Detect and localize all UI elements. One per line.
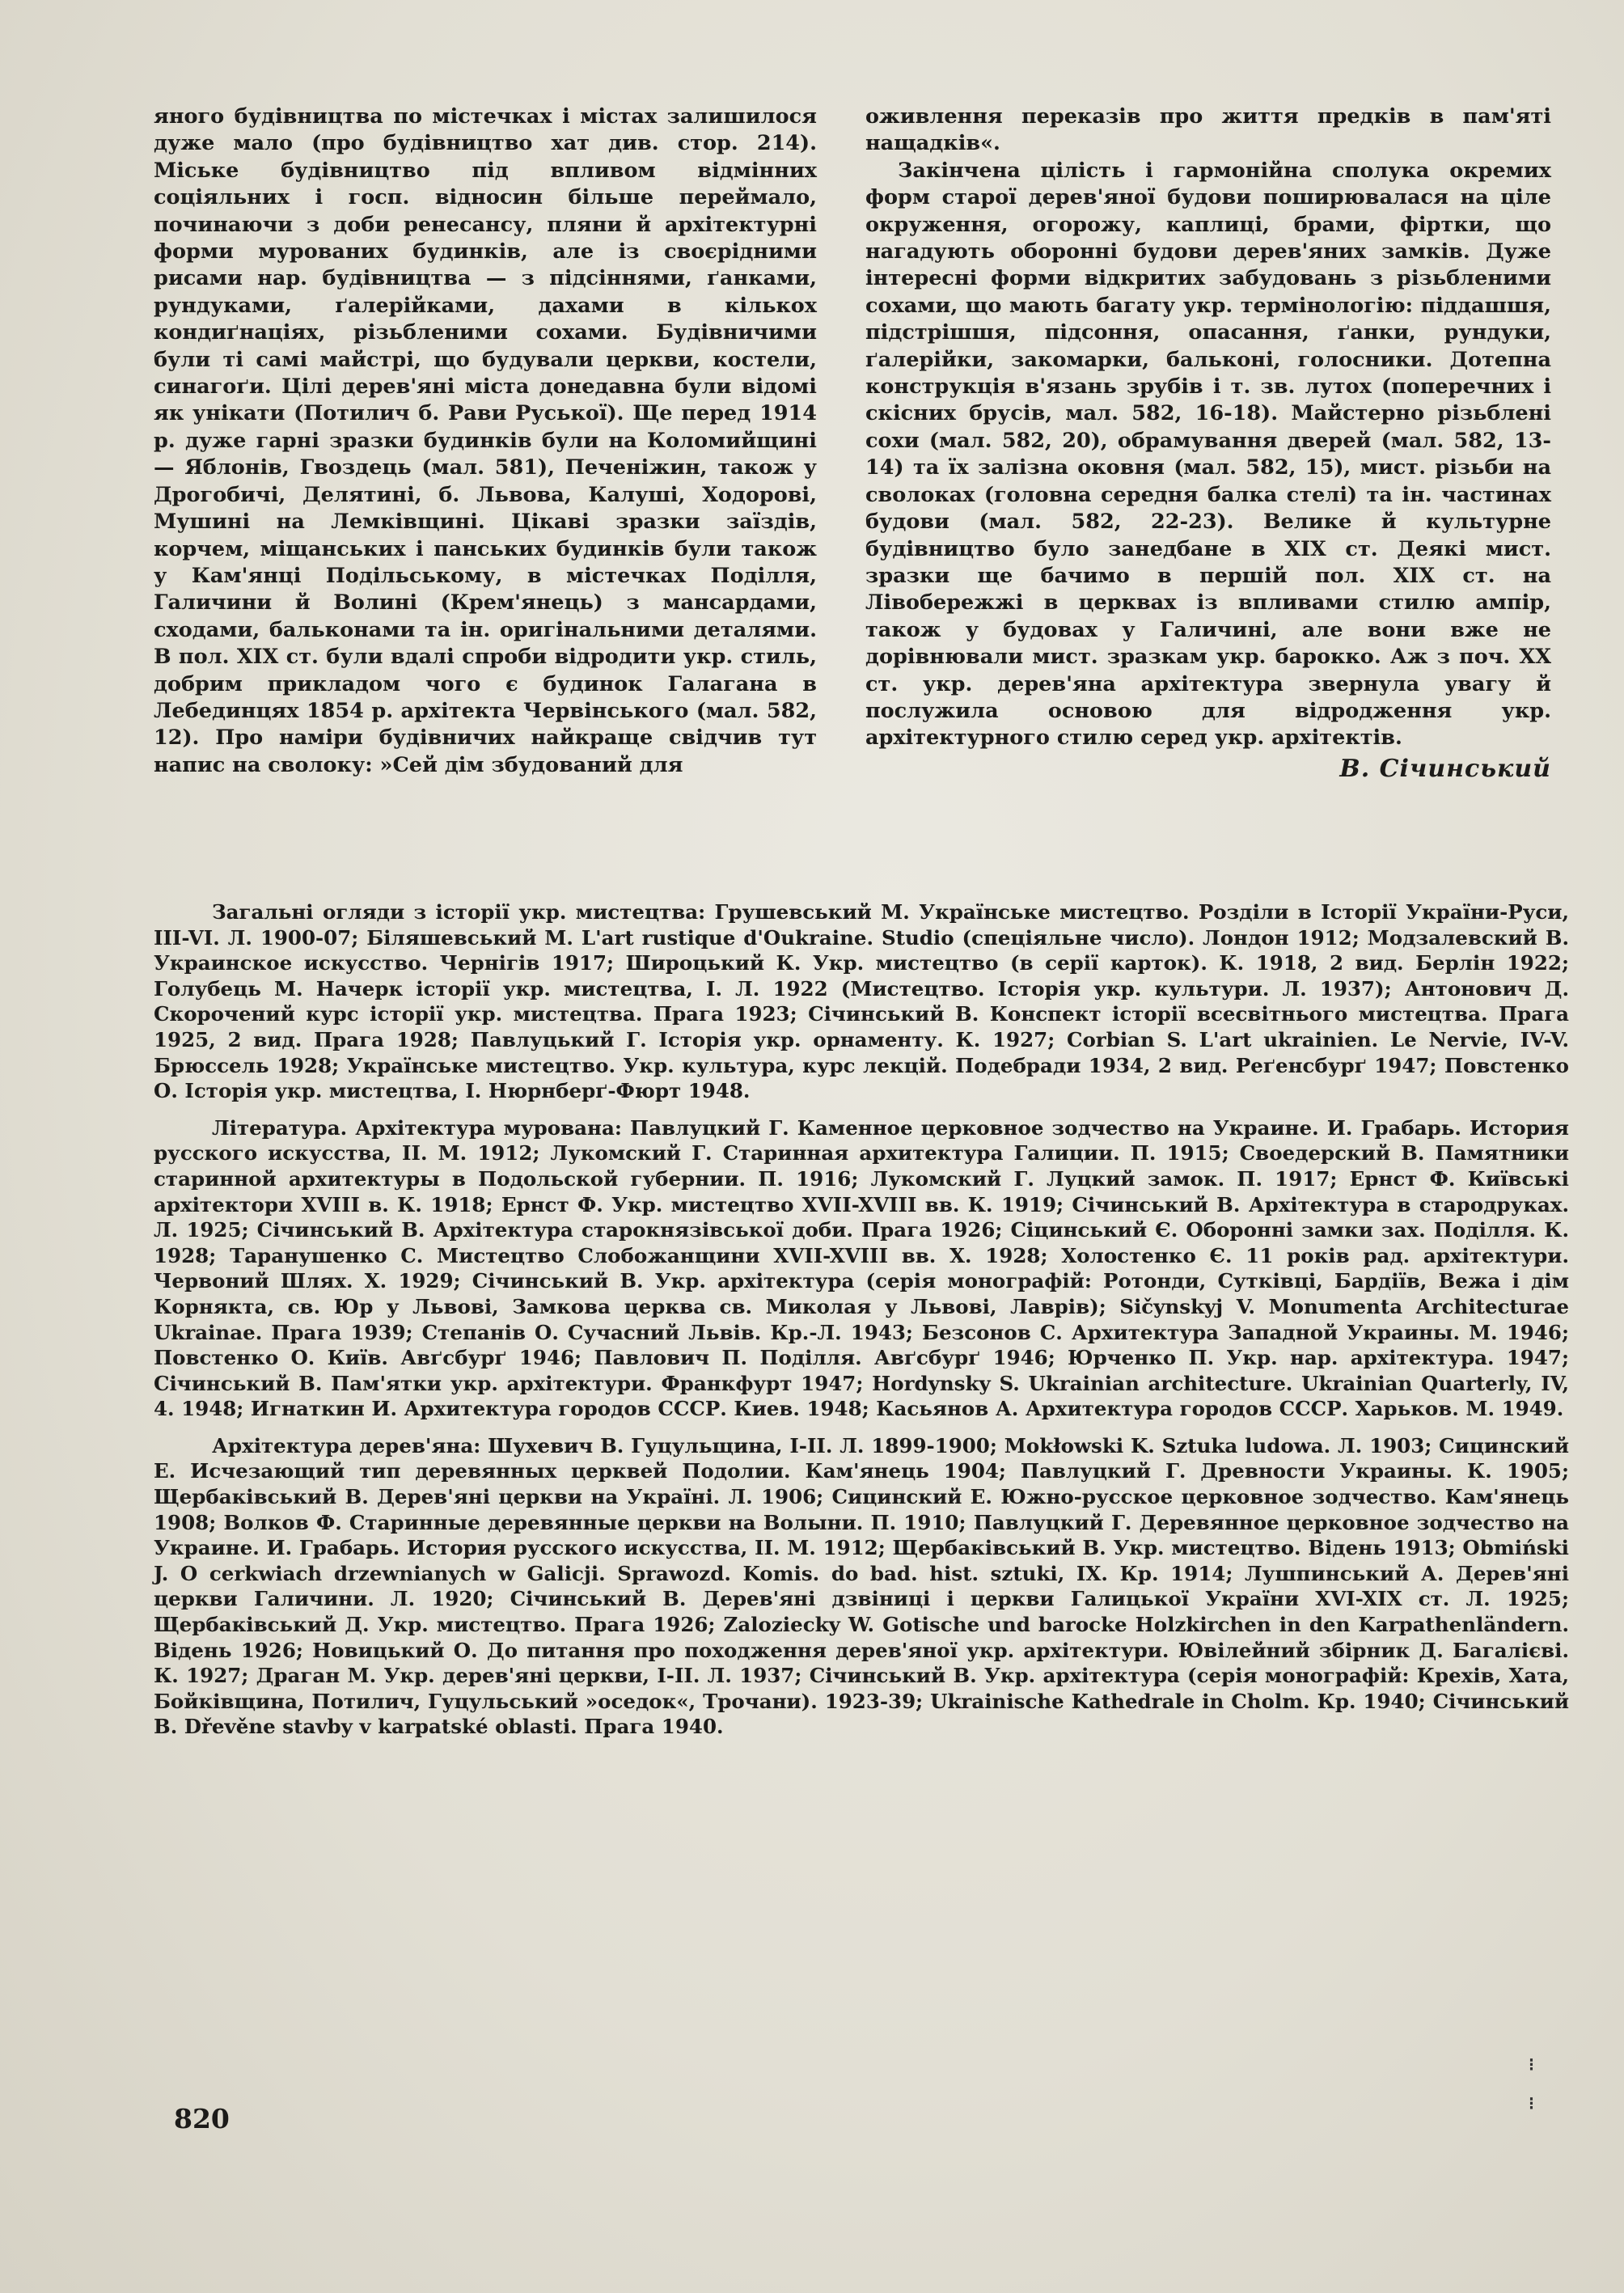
right-column (865, 104, 1551, 782)
margin-mark: ⁝ (1529, 2054, 1534, 2075)
bibliography-masonry (154, 1115, 1569, 1422)
bibliography (154, 899, 1569, 1751)
right-column-para-2: Закінчена цілість і гармонійна сполука окремих форм старої дерев'яної будови поширювалася на ціле окруження, огорожу, каплиці, брами, фіртки, що нагадують оборонні будови дерев'яних замків. Дуже інтересні форми відкритих забудовань з різьбленими сохами, що мають багату укр. термінологію: піддашшя, підстрішшя, підсоння, опасання, ґанки, рундуки, ґалерійки, закомарки, бальконі, голосники. Дотепна конструкція в'язань зрубів і т. зв. лутох (поперечних і скісних брусів, мал. 582, 16-18). Майстерно різьблені сохи (мал. 582, 20), обрамування дверей (мал. 582, 13-14) та їх залізна оковня (мал. 582, 15), мист. різьби на сволоках (головна середня балка стелі) та ін. частинах будови (мал. 582, 22-23). Велике й культурне будівництво було занедбане в XIX ст. Деякі мист. зразки ще бачимо в першій пол. XIX ст. на Лівобережжі в церквах із впливами стилю ампір, також у будовах у Галичині, але вони вже не дорівнювали мист. зразкам укр. барокко. Аж з поч. XX ст. укр. дерев'яна архітектура звернула увагу й послужила основою для відродження укр. архітектурного стилю серед укр. архітектів. (865, 158, 1551, 751)
bibliography-general-text: Грушевський М. Українське мистецтво. Розділи в Історії України-Руси, III-VI. Л. 1900-07; Біляшевський М. L'art rustique d'Oukraine. Studio (спеціяльне число). Лондон 1912; Модзалевский В. Украинское искусство. Чернігів 1917; Широцький К. Укр. мистецтво (в серії карток). К. 1918, 2 вид. Берлін 1922; Голубець М. Начерк історії укр. мистецтва, І. Л. 1922 (Мистецтво. Історія укр. культури. Л. 1937); Антонович Д. Скорочений курс історії укр. мистецтва. Прага 1923; Січинський В. Конспект історії всесвітнього мистецтва. Прага 1925, 2 вид. Прага 1928; Павлуцький Г. Історія укр. орнаменту. К. 1927; Corbian S. L'art ukrainien. Le Nervie, IV-V. Брюссель 1928; Українське мистецтво. Укр. культура, курс лекцій. Подебради 1934, 2 вид. Реґенсбурґ 1947; Повстенко О. Історія укр. мистецтва, І. Нюрнберґ-Фюрт 1948. (154, 900, 1570, 1103)
bibliography-wooden-text: Шухевич В. Гуцульщина, I-II. Л. 1899-1900; Mokłowski K. Sztuka ludowa. Л. 1903; Сицинский Е. Исчезающий тип деревянных церквей Подолии. Кам'янець 1904; Павлуцкий Г. Древности Украины. К. 1905; Щербаківський В. Дерев'яні церкви на Україні. Л. 1906; Сицинский Е. Южно-русское церковное зодчество. Кам'янець 1908; Волков Ф. Старинные деревянные церкви на Волыни. П. 1910; Павлуцкий Г. Деревянное церковное зодчество на Украине. И. Грабарь. История русского искусства, II. М. 1912; Щербаківський В. Укр. мистецтво. Відень 1913; Obmiński J. O cerkwiach drzewnianych w Galicji. Sprawozd. Komis. do bad. hist. sztuki, IX. Кр. 1914; Лушпинський А. Дерев'яні церкви Галичини. Л. 1920; Січинський В. Дерев'яні дзвіниці і церкви Галицької України XVI-XIX ст. Л. 1925; Щербаківський Д. Укр. мистецтво. Прага 1926; Zaloziecky W. Gotische und barocke Holzkirchen in den Karpathenländern. Відень 1926; Новицький О. До питання про походження дерев'яної укр. архітектури. Ювілейний збірник Д. Багалієві. К. 1927; Драган М. Укр. дерев'яні церкви, I-II. Л. 1937; Січинський В. Укр. архітектура (серія монографій: Крехів, Хата, Бойківщина, Потилич, Гуцульський »оседок«, Трочани). 1923-39; Ukrainische Kathedrale in Cholm. Кр. 1940; Січинський В. Dřevěne stavby v karpatské oblasti. Прага 1940. (154, 1433, 1569, 1739)
bibliography-wooden (154, 1433, 1569, 1740)
left-column-text: яного будівництва по містечках і містах залишилося дуже мало (про будівництво хат див. стор. 214). Міське будівництво під впливом відмінних соціяльних і госп. відносин більше переймало, починаючи з доби ренесансу, пляни й архітектурні форми мурованих будинків, але із своєрідними рисами нар. будівництва — з підсіннями, ґанками, рундуками, ґалерійками, дахами в кількох кондиґнаціях, різьбленими сохами. Будівничими були ті самі майстрі, що будували церкви, костели, синагоґи. Цілі дерев'яні міста донедавна були відомі як унікати (Потилич б. Рави Руської). Ще перед 1914 р. дуже гарні зразки будинків були на Коломийщині — Яблонів, Гвоздець (мал. 581), Печеніжин, також у Дрогобичі, Делятині, б. Львова, Калуші, Ходорові, Мушині на Лемківщині. Цікаві зразки заїздів, корчем, міщанських і панських будинків були також у Кам'янці Подільському, в містечках Поділля, Галичини й Волині (Крем'янець) з мансардами, сходами, бальконами та ін. оригінальними деталями. В пол. XIX ст. були вдалі спроби відродити укр. стиль, добрим прикладом чого є будинок Галагана в Лебединцях 1854 р. архітекта Червінського (мал. 582, 12). Про наміри будівничих найкраще свідчив тут напис на сволоку: »Сей дім збудований для (154, 104, 817, 777)
heading-masonry: Література. Архітектура мурована: (212, 1115, 622, 1140)
heading-wooden: Архітектура дерев'яна: (212, 1433, 481, 1457)
heading-general: Загальні огляди з історії укр. мистецтва: (212, 900, 706, 924)
page-number: 820 (174, 2103, 230, 2134)
right-column-para-1: оживлення переказів про життя предків в пам'яті нащадків«. (865, 104, 1551, 156)
left-column (154, 104, 817, 779)
margin-mark: ⁝ (1529, 2093, 1534, 2114)
author-signature: В. Січинський (1339, 754, 1551, 783)
bibliography-general (154, 899, 1569, 1104)
bibliography-masonry-text: Павлуцкий Г. Каменное церковное зодчество на Украине. И. Грабарь. История русского искусства, II. М. 1912; Лукомский Г. Старинная архитектура Галиции. П. 1915; Своедерский В. Памятники старинной архитектуры в Подольской губернии. П. 1916; Лукомский Г. Луцкий замок. П. 1917; Ернст Ф. Київські архітектори XVIII в. К. 1918; Ернст Ф. Укр. мистецтво XVII-XVIII вв. К. 1919; Січинський В. Архітектура в стародруках. Л. 1925; Січинський В. Архітектура старокнязівської доби. Прага 1926; Сіцинський Є. Оборонні замки зах. Поділля. К. 1928; Таранушенко С. Мистецтво Слобожанщини XVII-XVIII вв. Х. 1928; Холостенко Є. 11 років рад. архітектури. Червоний Шлях. Х. 1929; Січинський В. Укр. архітектура (серія монографій: Ротонди, Сутківці, Бардіїв, Вежа і дім Корнякта, св. Юр у Львові, Замкова церква св. Миколая у Львові, Лаврів); Sičynskyj V. Monumenta Architecturae Ukrainae. Прага 1939; Степанів О. Сучасний Львів. Кр.-Л. 1943; Безсонов С. Архитектура Западной Украины. М. 1946; Повстенко О. Київ. Авґсбурґ 1946; Павлович П. Поділля. Авґсбурґ 1946; Юрченко П. Укр. нар. архітектура. 1947; Січинський В. Пам'ятки укр. архітектури. Франкфурт 1947; Hordynsky S. Ukrainian architecture. Ukrainian Quarterly, IV, 4. 1948; Игнаткин И. Архитектура городов СССР. Киев. 1948; Касьянов А. Архитектура городов СССР. Харьков. М. 1949. (154, 1115, 1569, 1421)
